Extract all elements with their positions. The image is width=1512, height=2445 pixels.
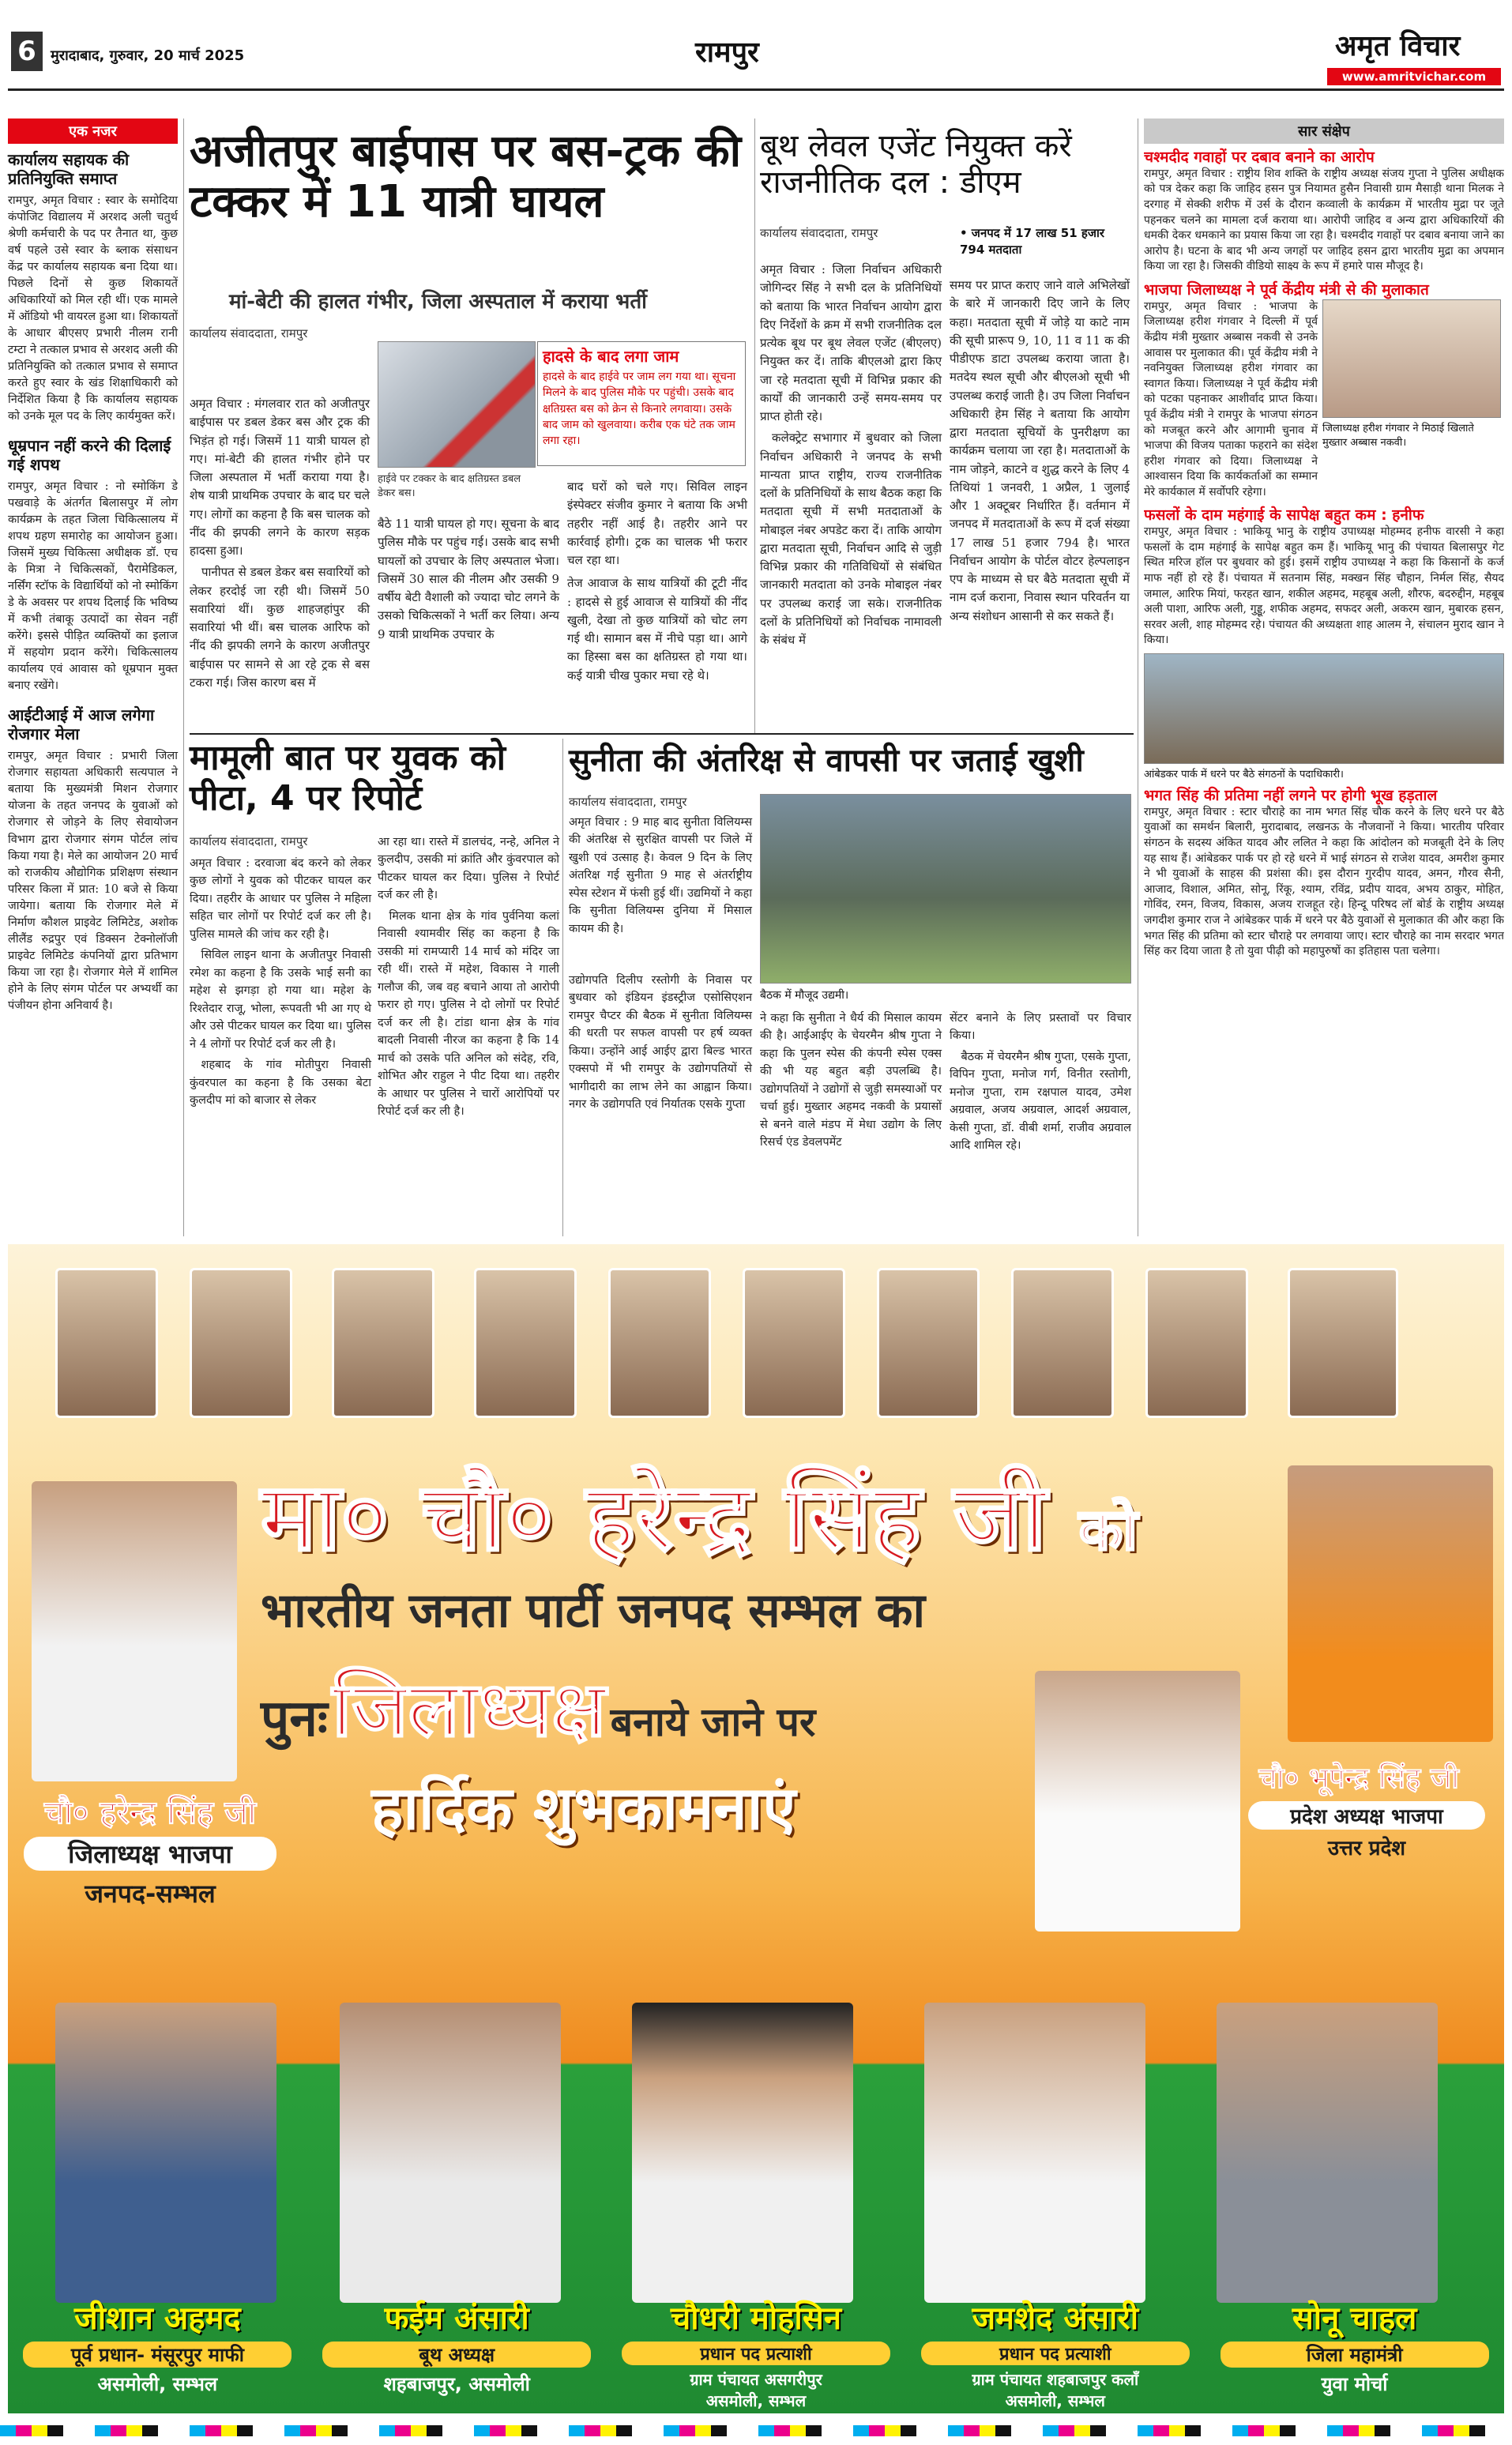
story-headline: अजीतपुर बाईपास पर बस-ट्रक की टक्कर में 11 यात्री घायल (190, 126, 742, 228)
photo-caption: बैठक में मौजूद उद्यमी। (760, 989, 849, 1002)
leader-role: प्रदेश अध्यक्ष भाजपा (1248, 1801, 1485, 1830)
story-text: बैठे 11 यात्री घायल हो गए। सूचना के बाद पुलिस मौके पर पहुंच गई। उसके बाद सभी घायलों को उपचार के लिए अस्पताल भेजा। जिसमें 30 साल की नीलम और उसकी 9 वर्षीय बेटी वैशाली को ज्यादा चोट लगने के उसको चिकित्सकों ने भर्ती कर लिया। अन्य 9 यात्री प्राथमिक उपचार के (378, 517, 559, 641)
story-text: बाद घरों को चले गए। सिविल लाइन इंस्पेक्टर संजीव कुमार ने बताया कि अभी तहरीर नहीं आई है। तहरीर आने पर कार्रवाई होगी। ट्रक का चालक भी फरार चल रहा था। (567, 480, 747, 567)
brief-text: रामपुर, अमृत विचार : स्टार चौराहे का नाम भगत सिंह चौक करने के लिए धरने पर बैठे युवाओं का समर्थन बिलारी, मुरादाबाद, लखनऊ के नौजवानों ने किया। भारतीय परिवार संगठन के सदस्य अंकित यादव और ललित ने कहा कि आंदोलन को मजबूती देने के लिए यह साथ हैं। आंबेडकर पार्क पर हो रहे धरने में भाई संगठन से राजेश यादव, अमरीश कुमार ने भी युवाओं के साहस की प्रशंसा की। इस दौरान गुरदीप यादव, अमन, गौरव सैनी, आजाद, विशाल, अमित, सोनू, रिंकू, श्याम, रविंद्र, प्रदीप यादव, अभय ठाकुर, मोहित, गोविंद, रमन, विजय, विकास, अजय राजहूत रहे। हिन्दू परिषद लॉ बोर्ड के राष्ट्रीय अध्यक्ष जगदीश कुमार राज ने आंबेडकर पार्क में धरने पर बैठे युवाओं से मुलाकात की और कहा कि भगत सिंह की प्रतिमा को स्टार चौराहे पर लगवाया जाए। स्टार चौराहे का नाम सरदार भगत सिंह कर दिया जाता है तो युवा पीढ़ी को महापुरुषों का इतिहास पता चलेगा। (1144, 805, 1504, 958)
ad-title-line3 (261, 1655, 815, 1759)
portrait (1145, 1268, 1248, 1418)
person-card (913, 2295, 1198, 2413)
photo-dharna (1144, 653, 1504, 764)
portrait-centre (1035, 1671, 1240, 1932)
story-text: शहबाद के गांव मोतीपुरा निवासी कुंवरपाल का कहना है कि उसका बेटा कुलदीप मां को बाजार से लेकर (190, 1059, 371, 1108)
leader-role: जिलाध्यक्ष भाजपा (24, 1837, 276, 1871)
brief-text: रामपुर, अमृत विचार : भाजपा के जिलाध्यक्ष हरीश गंगवार ने दिल्ली में पूर्व केंद्रीय मंत्री मुख्तार अब्बास नकवी से उनके आवास पर मुलाकात की। पूर्व केंद्रीय मंत्री ने नवनियुक्त जिलाध्यक्ष हरीश गंगवार का स्वागत किया। जिलाध्यक्ष ने पूर्व केंद्रीय मंत्री को पटका पहनाकर आशीर्वाद प्राप्त किया। पूर्व केंद्रीय मंत्री ने रामपुर के भाजपा संगठन को मजबूत करने और आगामी चुनाव में भाजपा की विजय पताका फहराने का संदेश हरीश गंगवार को दिया। जिलाध्यक्ष ने आश्वासन दिया कि कार्यकर्ताओं का सम्मान मेरे कार्यकाल में सर्वोपरि रहेगा। (1144, 299, 1318, 498)
byline: कार्यालय संवाददाता, रामपुर (190, 326, 308, 340)
portrait (877, 1268, 980, 1418)
story-headline: सुनीता की अंतरिक्ष से वापसी पर जताई खुशी (569, 743, 1084, 779)
story-text (190, 395, 370, 692)
person-card (15, 2295, 299, 2413)
page-header (0, 0, 1512, 84)
portrait (55, 2003, 276, 2303)
website: www.amritvichar.com (1327, 68, 1501, 85)
byline: कार्यालय संवाददाता, रामपुर (760, 226, 878, 240)
story-headline: बूथ लेवल एजेंट नियुक्त करें राजनीतिक दल : डीएम (760, 128, 1072, 201)
section-label: एक नजर (8, 118, 178, 144)
leader-name: चौ० भूपेन्द्र सिंह जी (1258, 1762, 1459, 1795)
section-name: रामपुर (695, 36, 759, 69)
story-text: मिलक थाना क्षेत्र के गांव पुर्वनिया कलां निवासी श्यामवीर सिंह का कहना है कि उसकी मां रामप्यारी 14 मार्च को मंदिर जा रही थीं। रास्ते में महेश, विकास ने गाली गलौज की, जब वह बचाने आया तो आरोपी फरार हो गए। पुलिस ने दो लोगों पर रिपोर्ट दर्ज कर ली है। टांडा थाना क्षेत्र के गांव बादली निवासी नीरज का कहना है कि 14 मार्च को उसके पति अनिल को संदेह, रवि, शोभित और राहुल ने पीट दिया था। तहरीर के आधार पर पुलिस ने चारों आरोपियों पर रिपोर्ट दर्ज कर ली है। (378, 909, 559, 1119)
advertisement (8, 1244, 1504, 2413)
sidebar-box-title: हादसे के बाद लगा जाम (543, 347, 679, 366)
person-card (1213, 2295, 1497, 2413)
ad-title-ko: को (1078, 1496, 1138, 1563)
photo-caption: हाईवे पर टक्कर के बाद क्षतिग्रस्त डबल डेकर बस। (378, 473, 521, 499)
section-label: सार संक्षेप (1144, 118, 1504, 144)
header-rule (8, 88, 1504, 91)
column-divider (183, 118, 184, 1236)
portrait (55, 1268, 158, 1418)
ad-title-text: बनाये जाने पर (610, 1699, 816, 1745)
right-column (1144, 118, 1504, 1236)
person-place: असमोली, सम्भल (1005, 2391, 1105, 2410)
photo-bus-accident (378, 341, 536, 468)
person-name: जीशान अहमद (74, 2300, 241, 2337)
story-text: समय पर प्राप्त कराए जाने वाले अभिलेखों के बारे में जानकारी दिए जाने के लिए कहा। मतदाता सूची में जोड़े या काटे नाम की सूची प्रारूप 9, 10, 11 व 11 क की पीडीएफ डाटा उपलब्ध कराया जाता है। मतदेय स्थल सूची और बीएलओ सूची भी उपलब्ध कराई जाती है। उप जिला निर्वाचन अधिकारी हेम सिंह ने बताया कि आयोग द्वारा मतदाता सूचियों के पुनरीक्षण का कार्यक्रम चलाया जा रहा है। मतदाताओं के नाम जोड़ने, काटने व शुद्ध करने के लिए 4 तिथियां 1 जनवरी, 1 अप्रैल, 1 जुलाई और 1 अक्टूबर निर्धारित हैं। वर्तमान में जनपद में मतदाताओं के रूप में दर्ज संख्या 17 लाख 51 हजार 794 है। भारत निर्वाचन आयोग के पोर्टल वोटर हेल्पलाइन एप के माध्यम से घर बैठे मतदाता सूची में नाम दर्ज कराना, निवास स्थान परिवर्तन या अन्य संशोधन आसानी से कर सकते हैं। (950, 278, 1130, 623)
person-role: बूथ अध्यक्ष (322, 2342, 591, 2368)
portrait (474, 1268, 577, 1418)
leader-name: चौ० हरेन्द्र सिंह जी (43, 1795, 257, 1831)
brief-text: रामपुर, अमृत विचार : भाकियू भानु के राष्ट्रीय उपाध्यक्ष मोहम्मद हनीफ वारसी ने कहा फसलों के दाम महंगाई के सापेक्ष बहुत कम हैं। भाकियू भानु की पंचायत बिलासपुर गेट स्थित मरिज हॉल पर बुधवार को हुई। इसमें राष्ट्रीय उपाध्यक्ष ने कहा कि किसानों के कर्ज माफ नहीं हो रहे हैं। पंचायत में सतनाम सिंह, मक्खन सिंह चौहान, निर्मल सिंह, सैयद जमाल, आरिफ मियां, फरहत खान, शकील अहमद, महबूब अली, शौरफ, बदरुद्दीन, महबूब अली पाशा, आरिफ अली, गुड्डू, शफीक अहमद, सफदर अली, अकरम खान, मुबारक हसन, सरवर अली, शाह मोहम्मद रहे। पंचायत की अध्यक्षता शाह आलम ने, संचालन मुराद खान ने किया। (1144, 525, 1504, 647)
portrait (1288, 1268, 1398, 1418)
story-text (378, 833, 559, 1121)
portrait (1217, 2003, 1438, 2303)
portrait (332, 1268, 434, 1418)
portrait (190, 1268, 292, 1418)
person-place: शहबाजपुर, असमोली (383, 2373, 530, 2395)
portrait-right-leader (1288, 1465, 1493, 1742)
person-role: जिला महामंत्री (1221, 2342, 1489, 2368)
portrait (632, 2003, 853, 2303)
brief-headline: आईटीआई में आज लगेगा रोजगार मेला (8, 705, 155, 744)
portrait (1011, 1268, 1114, 1418)
story-text: उद्योगपति दिलीप रस्तोगी के निवास पर बुधवार को इंडियन इंडस्ट्रीज एसोसिएशन रामपुर चैप्टर की बैठक में सुनीता विलियम्स की धरती पर सफल वापसी पर हर्ष व्यक्त किया। उन्होंने आई आईए द्वारा बिल्ड भारत एक्सपो में भी रामपुर के उद्योगपतियों से भागीदारी का लाभ लेने का आह्वान किया। नगर के उद्योगपति एवं निर्यातक एसके गुप्ता (569, 974, 752, 1112)
person-name: जमशेद अंसारी (972, 2300, 1139, 2337)
story-headline: मामूली बात पर युवक को पीटा, 4 पर रिपोर्ट (190, 738, 506, 818)
byline: कार्यालय संवाददाता, रामपुर (190, 834, 308, 848)
story-text: पानीपत से डबल डेकर बस सवारियों को लेकर हरदोई जा रही थी। जिसमें 50 सवारियां थीं। कुछ शाहजहांपुर की सवारियां भी थीं। बस चालक आरिफ को नींद की झपकी लगने के कारण अजीतपुर बाईपास पर सामने से आ रहे ट्रक से बस टकरा गई। जिस कारण बस में (190, 565, 370, 690)
stat-box: • जनपद में 17 लाख 51 हजार 794 मतदाता (960, 226, 1105, 257)
person-card (614, 2295, 898, 2413)
column-divider (562, 739, 563, 1236)
person-name: सोनू चाहल (1292, 2300, 1417, 2337)
brief-headline: फसलों के दाम महंगाई के सापेक्ष बहुत कम : हनीफ (1144, 506, 1424, 525)
brief-headline: धूम्रपान नहीं करने की दिलाई गई शपथ (8, 436, 171, 475)
story-text (950, 1010, 1131, 1155)
leader-place: उत्तर प्रदेश (1327, 1837, 1406, 1860)
column-divider (754, 118, 755, 735)
brief-headline: कार्यालय सहायक की प्रतिनियुक्ति समाप्त (8, 150, 130, 188)
person-place: असमोली, सम्भल (97, 2373, 218, 2395)
story-text: बैठक में चेयरमैन श्रीष गुप्ता, एसके गुप्ता, विपिन गुप्ता, मनोज गर्ग, विनीत रस्तोगी, मनोज गुप्ता, राम रक्षपाल यादव, उमेश अग्रवाल, अजय अग्रवाल, आदर्श अग्रवाल, केसी गुप्ता, डॉ. वीबी शर्मा, राजीव अग्रवाल आदि शामिल रहे। (950, 1050, 1131, 1153)
people-strip (8, 2295, 1504, 2413)
ad-title-line2: भारतीय जनता पार्टी जनपद सम्भल का (261, 1583, 926, 1638)
brief-text: रामपुर, अमृत विचार : प्रभारी जिला रोजगार सहायता अधिकारी सत्यपाल ने बताया कि मुख्यमंत्री मिशन रोजगार योजना के तहत जनपद के युवाओं को रोजगार से जोड़ने के लिए सेवायोजन विभाग द्वारा रोजगार संगम पोर्टल लांच किया गया है। मेले का आयोजन 20 मार्च को राजकीय औद्योगिक प्रशिक्षण संस्थान परिसर किला में प्रात: 10 बजे से किया जायेगा। बताया कि रोजगार मेले में निर्माण कौशल प्राइवेट लिमिटेड, अशोक लीलैंड रुद्रपुर एवं डिक्सन टेक्नोलॉजी प्राइवेट लिमिटेड कंपनियों द्वारा प्रतिभाग किया जा रहा है। रोजगार मेले में शामिल होने के लिए संगम पोर्टल पर अभ्यर्थी का पंजीयन होना अनिवार्य है। (8, 750, 178, 1012)
photo-caption: जिलाध्यक्ष हरीश गंगवार ने मिठाई खिलाते मुख्तार अब्बास नकवी। (1322, 422, 1474, 449)
sidebar-box-text: हादसे के बाद हाईवे पर जाम लग गया था। सूचना मिलने के बाद पुलिस मौके पर पहुंची। उसके बाद क्षतिग्रस्त बस को क्रेन से किनारे लगवाया। उसके बाद जाम को खुलवाया। करीब एक घंटे तक जाम लगा रहा। (543, 371, 736, 448)
header-date: मुरादाबाद, गुरुवार, 20 मार्च 2025 (51, 47, 245, 64)
person-place: ग्राम पंचायत असगरीपुर (690, 2370, 822, 2389)
brief-text: रामपुर, अमृत विचार : राष्ट्रीय शिव शक्ति के राष्ट्रीय अध्यक्ष संजय गुप्ता ने पुलिस अधीक्षक को पत्र देकर कहा कि जाहिद हसन पुत्र नियामत हुसैन निवासी ग्राम मैसाड़ी थाना मिलक ने दरगाह में सेक्की शरीफ में उर्स के दौरान कव्वाली के कार्यक्रम में भारतीय मुद्रा पर जूते पहनकर चलने का मामला दर्ज कराया था। आरोपी जाहिद व अन्य द्वारा अधिकारियों की धमकी देकर धमकाने का प्रयास किया जा रहा है। चश्मदीद गवाहों पर दबाव बनाया जाने का आरोप है। घटना के बाद भी अन्य जगहों पर जाहिद हसन द्वारा भारतीय मुद्रा का अपमान किया जा रहा है। जिसकी वीडियो साक्ष्य के रूप में हमारे पास मौजूद है। (1144, 167, 1504, 273)
story-text: कलेक्ट्रेट सभागार में बुधवार को जिला निर्वाचन अधिकारी ने जनपद के सभी मान्यता प्राप्त राष्ट्रीय, राज्य राजनीतिक दलों के प्रतिनिधियों के साथ बैठक कहा कि मतदाता सूची में सभी मतदाताओं के मोबाइल नंबर अपडेट करा दें। ताकि आयोग द्वारा मतदाता सूची, निर्वाचन आदि से जुड़ी विभिन्न प्रकार की गतिविधियों से संबंधित जानकारी मतदाता को उनके मोबाइल नंबर पर उपलब्ध कराई जा सके। राजनीतिक दलों के प्रतिनिधियों को निर्वाचक नामावली के संबंध में (760, 431, 942, 647)
person-role: प्रधान पद प्रत्याशी (921, 2342, 1190, 2365)
portrait (608, 1268, 711, 1418)
photo-caption: आंबेडकर पार्क में धरने पर बैठे संगठनों के पदाधिकारी। (1144, 769, 1344, 781)
photo-leaders (1322, 299, 1501, 418)
story-text: सिविल लाइन थाना के अजीतपुर निवासी रमेश का कहना है कि उसके भाई सनी का महेश से झगड़ा हो गया था। महेश के रिश्तेदार राजू, भोला, रूपवती भी आ गए थे और उसे पीटकर घायल कर दिया था। पुलिस ने 4 लोगों पर रिपोर्ट दर्ज कर ली है। (190, 949, 371, 1051)
ad-title-text: पुनः (261, 1690, 328, 1748)
story-text: ने कहा कि सुनीता ने धैर्य की मिसाल कायम की है। आईआईए के चेयरमैन श्रीष गुप्ता ने कहा कि पुलन स्पेस की कंपनी स्पेस एक्स की भी यह बहुत बड़ी उपलब्धि है। उद्योगपतियों ने उद्योगों से जुड़ी समस्याओं पर चर्चा हुई। मुख्तार अहमद नकवी के प्रयासों से बनने वाले मंडप में मेधा उद्योग के लिए रिसर्च एंड डेवलपमेंट (760, 1012, 942, 1149)
brief-headline: भाजपा जिलाध्यक्ष ने पूर्व केंद्रीय मंत्री से की मुलाकात (1144, 280, 1429, 299)
person-place: ग्राम पंचायत शहबाजपुर कलाँ (972, 2370, 1139, 2389)
color-registration-bar (0, 2425, 1512, 2436)
story-text (760, 261, 942, 649)
story-text: अमृत विचार : 9 माह बाद सुनीता विलियम्स की अंतरिक्ष से सुरक्षित वापसी पर जिले में खुशी एवं उत्साह है। केवल 9 दिन के लिए अंतरिक्ष गई सुनीता 9 माह से अंतर्राष्ट्रीय स्पेस स्टेशन में फंसी हुई थीं। उद्यमियों ने कहा कि सुनीता विलियम्स दुनिया में मिसाल कायम की है। (569, 816, 752, 935)
brief-headline: चश्मदीद गवाहों पर दबाव बनाने का आरोप (1144, 149, 1375, 166)
leader-place: जनपद-सम्भल (85, 1879, 216, 1909)
person-name: फईम अंसारी (384, 2300, 529, 2337)
story-text: अमृत विचार : मंगलवार रात को अजीतपुर बाईपास पर डबल डेकर बस और ट्रक की भिड़ंत हो गई। जिसमें 11 यात्री घायल हो गए। मां-बेटी की हालत गंभीर होने पर जिला अस्पताल में भर्ती कराया गया है। शेष यात्री प्राथमिक उपचार के बाद घर चले गए। लोगों का कहना है कि बस चालक को नींद की झपकी लगने के कारण सड़क हादसा हुआ। (190, 397, 370, 558)
sidebar-box (537, 341, 746, 466)
portrait (743, 1268, 845, 1418)
person-role: प्रधान पद प्रत्याशी (622, 2342, 890, 2365)
ad-title-line1 (261, 1450, 1138, 1577)
story-text (567, 478, 747, 685)
byline: कार्यालय संवाददाता, रामपुर (569, 795, 687, 809)
story-rule (190, 733, 1134, 735)
photo-meeting (760, 794, 1131, 984)
story-text: अमृत विचार : जिला निर्वाचन अधिकारी जोगिन्दर सिंह ने सभी दल के प्रतिनिधियों को बताया कि भारत निर्वाचन आयोग द्वारा दिए निर्देशों के क्रम में सभी राजनीतिक दल प्रत्येक बूथ पर बूथ लेवल एजेंट (बीएलए) नियुक्त कर दें। ताकि बीएलओ द्वारा किए जा रहे मतदाता सूची में विभिन्न प्रकार की कार्यों की जानकारी उन्हें समय-समय पर प्राप्त होती रहे। (760, 262, 942, 423)
brief-text: रामपुर, अमृत विचार : नो स्मोकिंग डे पखवाड़े के अंतर्गत बिलासपुर में लोग कार्यक्रम के तहत जिला चिकित्सालय में शपथ ग्रहण समारोह का आयोजन हुआ। जिसमें मुख्य चिकित्सा अधीक्षक डॉ. एच के मित्रा ने चिकित्सकों, पैरामेडिकल, नर्सिंग स्टॉफ के विद्यार्थियों को नो स्मोकिंग डे के अवसर पर शपथ दिलाई कि भविष्य में कभी तंबाकू उत्पादों का सेवन नहीं करेंगे। इससे पीड़ित व्यक्तियों का इलाज में सहयोग प्रदान करेंगे। चिकित्सालय कार्यालय एवं आवास को धूम्रपान मुक्त बनाए रखेंगे। (8, 480, 178, 693)
brief-headline: भगत सिंह की प्रतिमा नहीं लगने पर होगी भूख हड़ताल (1144, 787, 1438, 805)
person-role: पूर्व प्रधान- मंसूरपुर माफी (23, 2342, 291, 2368)
brief-row (1144, 299, 1504, 501)
story-text: आ रहा था। रास्ते में डालचंद, नन्हे, अनिल ने कुलदीप, उसकी मां क्रांति और कुंवरपाल को पीटकर घायल कर दिया। पुलिस ने रिपोर्ट दर्ज कर ली है। (378, 836, 559, 902)
story-text: सेंटर बनाने के लिए प्रस्तावों पर विचार किया। (950, 1012, 1131, 1043)
story-text: तेज आवाज के साथ यात्रियों की टूटी नींद : हादसे से हुई आवाज से यात्रियों की नींद खुली, देखा तो कुछ यात्रियों को चोट लग गई थी। सामान बस में नीचे पड़ा था। आगे का हिस्सा बस का क्षतिग्रस्त हो गया था। कई यात्री चीख पुकार मचा रहे थे। (567, 576, 747, 683)
portrait (924, 2003, 1145, 2303)
ad-title-post: जिलाध्यक्ष (332, 1665, 607, 1754)
portrait (340, 2003, 561, 2303)
story-text (190, 855, 371, 1110)
left-column (8, 118, 178, 1236)
paper-logo: अमृत विचार (1335, 30, 1461, 62)
page-number: 6 (11, 32, 43, 71)
story-text: अमृत विचार : दरवाजा बंद करने को लेकर कुछ लोगों ने युवक को पीटकर घायल कर दिया। तहरीर के आधार पर पुलिस ने महिला सहित चार लोगों पर रिपोर्ट दर्ज कर ली है। पुलिस मामले की जांच कर रही है। (190, 857, 371, 941)
person-card (314, 2295, 599, 2413)
photo-group (1322, 299, 1501, 501)
brief-text: रामपुर, अमृत विचार : स्वार के समोदिया कंपोजिट विद्यालय में अरशद अली चतुर्थ श्रेणी कर्मचारी के पद पर तैनात था, कुछ वर्ष पहले उसे स्वार के ब्लाक संसाधन केंद्र पर कार्यालय सहायक बना दिया था। पिछले दिनों से कुछ शिकायतें अधिकारियों को मिल रही थीं। एक मामले में ऑडियो भी वायरल हुआ था। शिकायतों के आधार बीएसए प्रभारी नीलम रानी टम्टा ने तत्काल प्रभाव से अरशद अली की प्रतिनियुक्ति को तत्काल प्रभाव से समाप्त करते हुए स्वार के खंड शिक्षाधिकारी को निर्देशित किया है कि कार्यालय सहायक को उनके मूल पद के लिए कार्यमुक्त करें। (8, 194, 178, 423)
ad-title-name: मा० चौ० हरेन्द्र सिंह जी (261, 1462, 1047, 1571)
person-place: युवा मोर्चा (1321, 2373, 1388, 2395)
person-place: असमोली, सम्भल (705, 2391, 807, 2410)
person-name: चौधरी मोहसिन (670, 2300, 842, 2337)
portrait-left-leader (32, 1481, 237, 1781)
story-subheadline: मां-बेटी की हालत गंभीर, जिला अस्पताल में कराया भर्ती (229, 290, 647, 314)
ad-title-line4: हार्दिक शुभकामनाएं (371, 1773, 796, 1843)
